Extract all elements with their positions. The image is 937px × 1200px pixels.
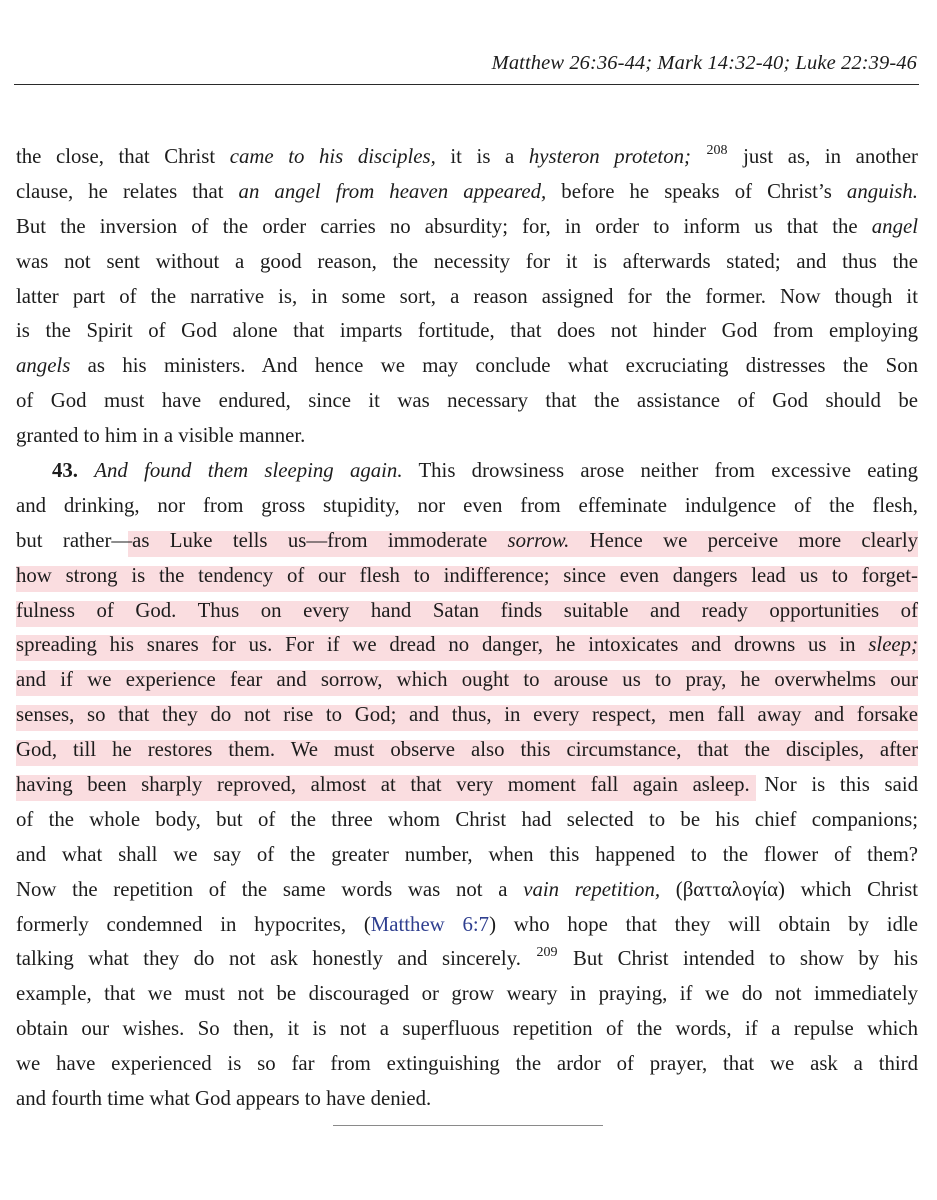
text-line: and drinking, nor from gross stupidity, nor even from effeminate indulgence of the flesh, bbox=[16, 493, 918, 517]
verse-number: 43. bbox=[52, 459, 78, 483]
text-line: and if we experience fear and sorrow, which ought to arouse us to pray, he overwhelms our bbox=[16, 663, 918, 698]
text-line: of the whole body, but of the three whom Christ had selected to be his chief companions; bbox=[16, 807, 918, 831]
text-line: latter part of the narrative is, in some sort, a reason assigned for the former. Now though it bbox=[16, 284, 918, 308]
text-line: having been sharply reproved, almost at that very moment fall again asleep. Nor is this said bbox=[16, 768, 918, 803]
text-line: Now the repetition of the same words was not a vain repetition, (βατταλογία) which Christ bbox=[16, 877, 919, 901]
text-line: senses, so that they do not rise to God; and thus, in every respect, men fall away and forsake bbox=[16, 698, 918, 733]
text-line: granted to him in a visible manner. bbox=[16, 424, 306, 448]
text-line: how strong is the tendency of our flesh to indifference; since even dangers lead us to forget- bbox=[16, 559, 918, 594]
text-line: is the Spirit of God alone that imparts fortitude, that does not hinder God from employing bbox=[16, 319, 918, 343]
header-rule bbox=[14, 84, 919, 85]
page-body bbox=[16, 140, 918, 1117]
text-line: and fourth time what God appears to have denied. bbox=[16, 1087, 432, 1111]
text-line: But the inversion of the order carries no absurdity; for, in order to inform us that the angel bbox=[16, 214, 918, 238]
text-line: obtain our wishes. So then, it is not a superfluous repetition of the words, if a repulse which bbox=[16, 1017, 918, 1041]
footnote-separator bbox=[333, 1125, 603, 1126]
text-line: we have experienced is so far from extinguishing the ardor of prayer, that we ask a third bbox=[16, 1052, 918, 1076]
footnote-ref-208[interactable]: 208 bbox=[706, 143, 728, 158]
text-line: God, till he restores them. We must observe also this circumstance, that the disciples, after bbox=[16, 733, 918, 768]
text-line: of God must have endured, since it was necessary that the assistance of God should be bbox=[16, 389, 918, 413]
text-line: angels as his ministers. And hence we may conclude what excruciating distresses the Son bbox=[16, 354, 918, 378]
text-line: but rather—as Luke tells us—from immoderate sorrow. Hence we perceive more clearly bbox=[16, 524, 918, 559]
text-line: example, that we must not be discouraged or grow weary in praying, if we do not immediately bbox=[16, 982, 918, 1006]
text-line: talking what they do not ask honestly and sincerely. $^{209}$ But Christ intended to show by his bbox=[16, 945, 919, 971]
text-line: and what shall we say of the greater number, when this happened to the flower of them? bbox=[16, 842, 918, 866]
text-line: was not sent without a good reason, the necessity for it is afterwards stated; and thus the bbox=[16, 249, 918, 273]
scripture-link-matthew-6-7[interactable]: Matthew 6:7 bbox=[370, 912, 490, 936]
text-line: fulness of God. Thus on every hand Satan finds suitable and ready opportunities of bbox=[16, 594, 918, 629]
running-head: Matthew 26:36-44; Mark 14:32-40; Luke 22:39-46 bbox=[491, 52, 917, 74]
text-line: 43. And found them sleeping again. This drowsiness arose neither from excessive eating bbox=[52, 459, 919, 483]
footnote-ref-209[interactable]: 209 bbox=[536, 945, 558, 961]
text-line: the close, that Christ came to his disciples, it is a hysteron proteton; $^{208}$ just as, in another bbox=[16, 143, 918, 168]
text-line: clause, he relates that an angel from heaven appeared, before he speaks of Christ’s anguish. bbox=[16, 179, 918, 203]
text-line: spreading his snares for us. For if we dread no danger, he intoxicates and drowns us in sleep; bbox=[16, 628, 918, 663]
text-line: formerly condemned in hypocrites, (Matthew 6:7) who hope that they will obtain by idle bbox=[16, 912, 918, 936]
